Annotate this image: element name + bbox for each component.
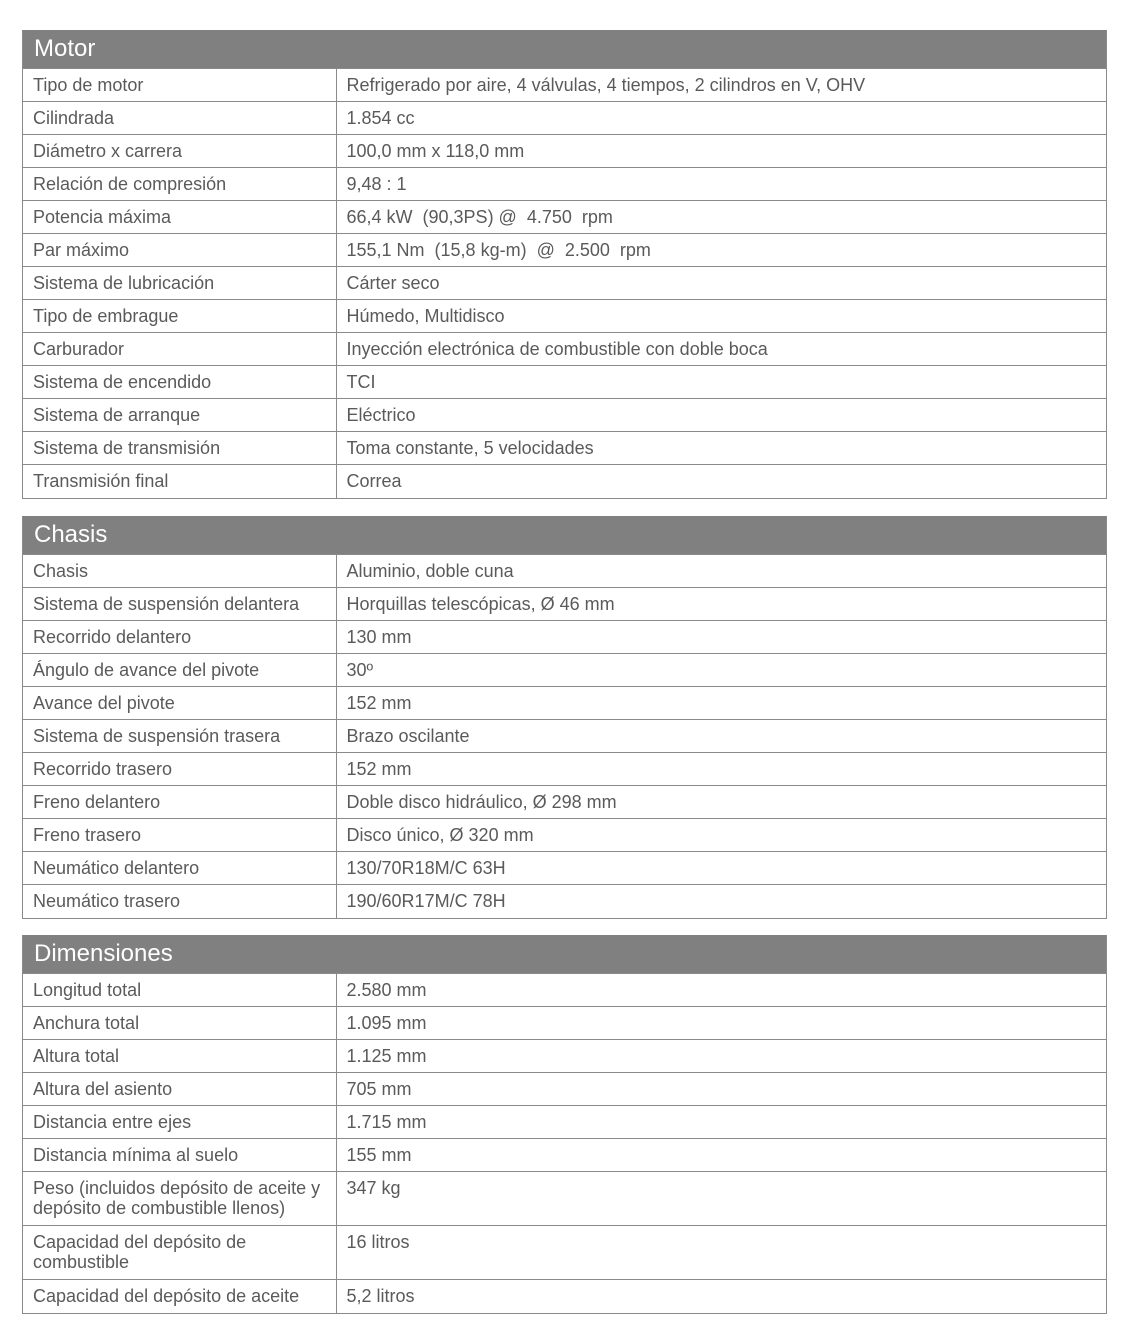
table-row [23,333,1106,366]
table-row [23,588,1106,621]
spec-label: Chasis [23,555,336,588]
spec-label: Carburador [23,333,336,366]
spec-value: 130 mm [336,621,1106,654]
table-row [23,1172,1106,1226]
section-chasis [22,516,1107,919]
spec-label: Capacidad del depósito de combustible [23,1226,336,1280]
spec-value: 152 mm [336,687,1106,720]
spec-value: 152 mm [336,753,1106,786]
spec-value: 9,48 : 1 [336,168,1106,201]
spec-label: Sistema de encendido [23,366,336,399]
spec-value: 66,4 kW (90,3PS) @ 4.750 rpm [336,201,1106,234]
spec-value: 155,1 Nm (15,8 kg-m) @ 2.500 rpm [336,234,1106,267]
table-row [23,687,1106,720]
table-row [23,399,1106,432]
spec-label: Potencia máxima [23,201,336,234]
table-row [23,1040,1106,1073]
spec-label: Freno trasero [23,819,336,852]
table-row [23,1280,1106,1313]
spec-label: Anchura total [23,1007,336,1040]
spec-value: Toma constante, 5 velocidades [336,432,1106,465]
spec-value: 2.580 mm [336,974,1106,1007]
table-row [23,819,1106,852]
spec-value: Disco único, Ø 320 mm [336,819,1106,852]
table-row [23,234,1106,267]
spec-value: 16 litros [336,1226,1106,1280]
table-row [23,1007,1106,1040]
spec-label: Sistema de transmisión [23,432,336,465]
table-row [23,974,1106,1007]
spec-label: Longitud total [23,974,336,1007]
table-row [23,168,1106,201]
spec-label: Transmisión final [23,465,336,498]
spec-label: Altura del asiento [23,1073,336,1106]
table-row [23,135,1106,168]
spec-label: Sistema de suspensión delantera [23,588,336,621]
spec-label: Recorrido delantero [23,621,336,654]
spec-label: Tipo de motor [23,69,336,102]
spec-value: Correa [336,465,1106,498]
table-row [23,720,1106,753]
spec-value: Doble disco hidráulico, Ø 298 mm [336,786,1106,819]
spec-value: 705 mm [336,1073,1106,1106]
table-row [23,1139,1106,1172]
spec-label: Capacidad del depósito de aceite [23,1280,336,1313]
spec-value: Inyección electrónica de combustible con doble boca [336,333,1106,366]
spec-label: Distancia mínima al suelo [23,1139,336,1172]
table-row [23,786,1106,819]
spec-label: Ángulo de avance del pivote [23,654,336,687]
spec-value: 1.095 mm [336,1007,1106,1040]
table-row [23,432,1106,465]
table-row [23,753,1106,786]
spec-value: Brazo oscilante [336,720,1106,753]
table-row [23,885,1106,918]
section-title: Chasis [23,516,1106,554]
spec-label: Freno delantero [23,786,336,819]
table-row [23,366,1106,399]
table-row [23,621,1106,654]
spec-label: Peso (incluidos depósito de aceite y depósito de combustible llenos) [23,1172,336,1226]
spec-label: Par máximo [23,234,336,267]
spec-value: Cárter seco [336,267,1106,300]
spec-label: Sistema de arranque [23,399,336,432]
table-row [23,102,1106,135]
spec-label: Neumático trasero [23,885,336,918]
spec-label: Sistema de lubricación [23,267,336,300]
spec-value: 130/70R18M/C 63H [336,852,1106,885]
spec-label: Cilindrada [23,102,336,135]
table-row [23,1073,1106,1106]
spec-value: 190/60R17M/C 78H [336,885,1106,918]
spec-value: 1.125 mm [336,1040,1106,1073]
spec-label: Distancia entre ejes [23,1106,336,1139]
spec-value: 347 kg [336,1172,1106,1226]
spec-value: Aluminio, doble cuna [336,555,1106,588]
table-row [23,1106,1106,1139]
spec-label: Neumático delantero [23,852,336,885]
spec-table [23,973,1106,1313]
table-row [23,852,1106,885]
spec-label: Tipo de embrague [23,300,336,333]
spec-value: 155 mm [336,1139,1106,1172]
spec-table [23,68,1106,498]
spec-label: Relación de compresión [23,168,336,201]
table-row [23,654,1106,687]
spec-label: Recorrido trasero [23,753,336,786]
spec-value: TCI [336,366,1106,399]
spec-label: Sistema de suspensión trasera [23,720,336,753]
table-row [23,465,1106,498]
section-dimensiones [22,935,1107,1314]
spec-table [23,554,1106,918]
section-title: Motor [23,30,1106,68]
spec-value: Refrigerado por aire, 4 válvulas, 4 tiempos, 2 cilindros en V, OHV [336,69,1106,102]
section-motor [22,30,1107,499]
table-row [23,300,1106,333]
spec-value: Húmedo, Multidisco [336,300,1106,333]
spec-value: 1.715 mm [336,1106,1106,1139]
table-row [23,201,1106,234]
table-row [23,555,1106,588]
spec-value: 1.854 cc [336,102,1106,135]
table-row [23,1226,1106,1280]
spec-label: Diámetro x carrera [23,135,336,168]
spec-label: Altura total [23,1040,336,1073]
spec-label: Avance del pivote [23,687,336,720]
spec-value: 30º [336,654,1106,687]
spec-value: Horquillas telescópicas, Ø 46 mm [336,588,1106,621]
table-row [23,69,1106,102]
spec-value: 5,2 litros [336,1280,1106,1313]
table-row [23,267,1106,300]
section-title: Dimensiones [23,935,1106,973]
spec-value: Eléctrico [336,399,1106,432]
spec-value: 100,0 mm x 118,0 mm [336,135,1106,168]
